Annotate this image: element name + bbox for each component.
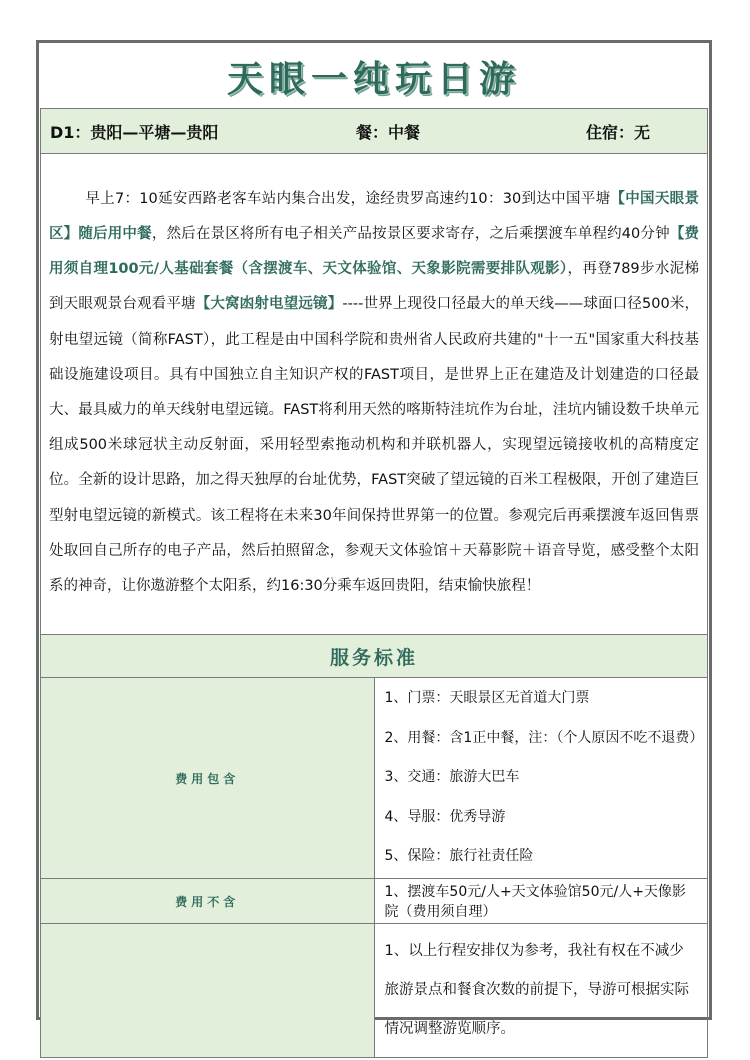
day-route: D1：贵阳—平塘—贵阳 <box>50 122 219 142</box>
service-heading: 服务标准 <box>41 635 708 678</box>
excluded-row <box>41 879 708 924</box>
desc-part-2: ，然后在景区将所有电子相关产品按景区要求寄存，之后乘摆渡车单程约40分钟 <box>151 225 670 242</box>
notes-label <box>41 924 375 1058</box>
notes-row <box>41 924 708 1058</box>
desc-highlight-scenic-area: 【中国天眼景区】随后用中餐 <box>49 190 699 242</box>
included-item: 5、保险：旅行社责任险 <box>384 848 534 865</box>
included-item: 1、门票：天眼景区无首道大门票 <box>384 690 590 707</box>
desc-highlight-fee: 【费用须自理100元/人基础套餐（含摆渡车、天文体验馆、天象影院需要排队观影） <box>49 225 699 278</box>
notes-text: 1、以上行程安排仅为参考，我社有权在不减少旅游景点和餐食次数的前提下，导游可根据实际情况调整游览顺序。 <box>374 924 708 1058</box>
day-stay: 住宿：无 <box>586 122 651 142</box>
service-heading-row <box>41 635 708 678</box>
day-description-row <box>41 154 708 635</box>
included-label: 费用包含 <box>41 678 375 879</box>
included-item: 4、导服：优秀导游 <box>384 808 506 825</box>
desc-part-4: ----世界上现役口径最大的单天线——球面口径500米，射电望远镜（简称FAST），此工程是由中国科学院和贵州省人民政府共建的"十一五"国家重大科技基础设施建设项目。具有中国独立自主知识产权的FAST项目，是世界上正在建造及计划建造的口径最大、最具威力的单天线射电望远镜。FAST将利用天然的喀斯特洼坑作为台址，洼坑内铺设数千块单元组成500米球冠状主动反射面，采用轻型索拖动机构和并联机器人，实现望远镜接收机的高精度定位。全新的设计思路，加之得天独厚的台址优势，FAST突破了望远镜的百米工程极限，开创了建造巨型射电望远镜的新模式。该工程将在未来30年间保持世界第一的位置。参观完后再乘摆渡车返回售票处取回自己所存的电子产品，然后拍照留念，参观天文体验馆＋天幕影院＋语音导览，感受整个太阳系的神奇，让你遨游整个太阳系，约16:30分乘车返回贵阳，结束愉快旅程！ <box>49 296 700 595</box>
excluded-label: 费用不含 <box>41 879 375 924</box>
included-item: 2、用餐：含1正中餐，注：（个人原因不吃不退费） <box>384 729 704 746</box>
day-description <box>41 154 708 635</box>
desc-highlight-telescope: 【大窝凼射电望远镜】 <box>195 296 343 313</box>
included-row <box>41 678 708 879</box>
excluded-text: 1、摆渡车50元/人+天文体验馆50元/人+天像影院（费用须自理） <box>374 879 708 924</box>
desc-part-3: ，再登789步水泥梯到天眼观景台观看平塘 <box>49 261 699 313</box>
itinerary-table <box>40 108 708 1058</box>
day-meal: 餐：中餐 <box>356 122 421 142</box>
itinerary-sheet <box>40 44 708 1058</box>
included-item: 3、交通：旅游大巴车 <box>384 769 520 786</box>
included-list <box>374 678 708 879</box>
desc-part-1: 早上7：10延安西路老客车站内集合出发，途经贵罗高速约10：30到达中国平塘 <box>85 190 611 207</box>
day-header-row <box>41 109 708 154</box>
page-title: 天眼一纯玩日游 <box>226 57 521 100</box>
